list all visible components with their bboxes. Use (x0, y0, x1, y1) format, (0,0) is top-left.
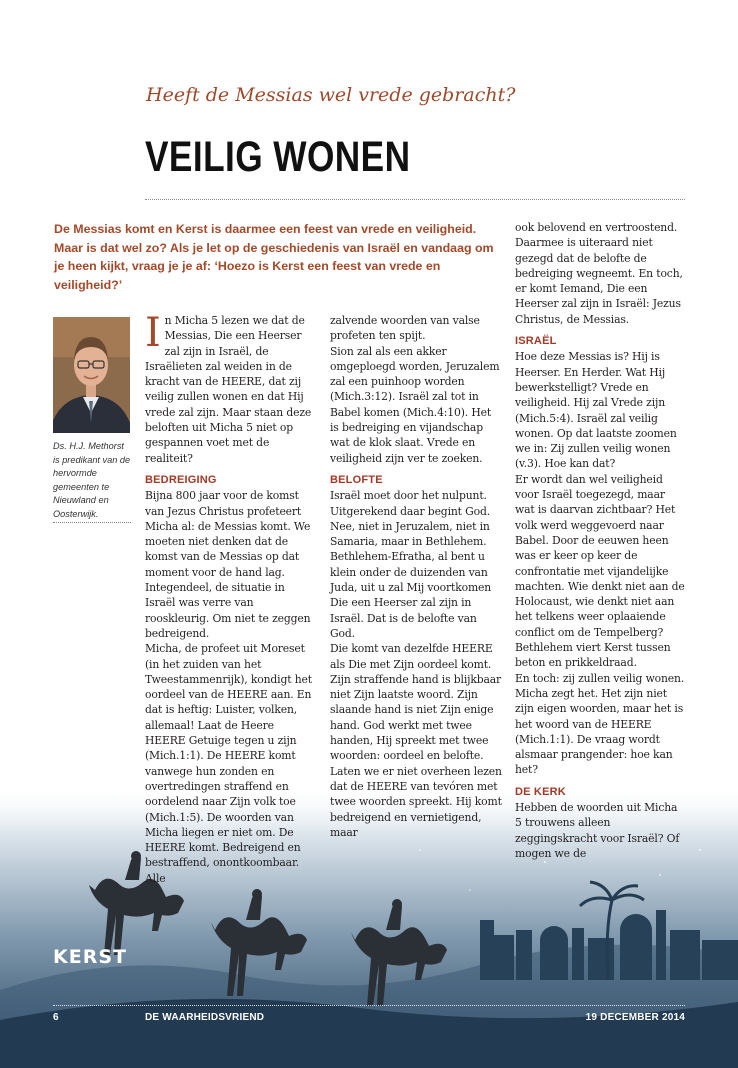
paragraph-text: n Micha 5 lezen we dat de Messias, Die een Heerser zal zijn in Israël, de Israëlieten zal weiden in de kracht van de HEERE, dat zij veilig zullen wonen en dat Hij vrede zal zijn. Maar staan deze beloften uit Micha 5 niet op gespannen voet met de realiteit? (145, 314, 312, 465)
body-column-2 (330, 313, 502, 840)
subheading-israel: ISRAËL (515, 335, 557, 348)
title-divider (145, 199, 685, 200)
paragraph: Laten we er niet overheen lezen dat de HEERE van tevóren met twee woorden spreekt. Hij komt bedreigend en vernietigend, maar (330, 764, 502, 839)
paragraph: zalvende woorden van valse profeten ten spijt. (330, 314, 480, 343)
drop-cap: I (145, 310, 161, 356)
page-number: 6 (53, 1012, 59, 1023)
paragraph: Israël moet door het nulpunt. Uitgerekend daar begint God. Nee, niet in Jeruzalem, niet in Samaria, maar in Bethlehem. Bethlehem-Efratha, al bent u klein onder de duizenden van Juda, uit u zal Mij voortkomen Die een Heerser zal zijn in Israël. Dat is de belofte van God. (330, 489, 492, 640)
section-label: KERST (53, 946, 127, 968)
paragraph: Hebben de woorden uit Micha 5 trouwens alleen zeggingskracht voor Israël? Of mogen we de (515, 800, 680, 860)
paragraph (145, 310, 317, 466)
subheading-bedreiging: BEDREIGING (145, 473, 217, 486)
paragraph: Die komt van dezelfde HEERE als Die met Zijn oordeel komt. Zijn straffende hand is blijkbaar niet Zijn laatste woord. Zijn slaande hand is niet Zijn enige hand. God werkt met twee handen, Hij spreekt met twee woorden: oordeel en belofte. (330, 642, 502, 763)
body-column-1 (145, 310, 317, 886)
paragraph: Er wordt dan wel veiligheid voor Israël toegezegd, maar wat is daarvan zichtbaar? Het volk werd weggevoerd naar Babel. Door de eeuwen heen was er keer op keer de confrontatie met vijandelijke machten. Wie denkt niet aan de Holocaust, wie denkt niet aan het telkens weer oplaaiende conflict om de Tempelberg? Bethlehem viert Kerst tussen beton en prikkeldraad. (515, 472, 685, 670)
paragraph: ook belovend en vertroostend. Daarmee is uiteraard niet gezegd dat de belofte de bedreiging wegneemt. En toch, er komt Iemand, Die een Heerser zal zijn in Israël: Jezus Christus, de Messias. (515, 221, 683, 326)
subheading-belofte: BELOFTE (330, 473, 383, 486)
publication-date: 19 DECEMBER 2014 (585, 1012, 685, 1023)
article-kicker: Heeft de Messias wel vrede gebracht? (146, 84, 516, 106)
article-title: VEILIG WONEN (145, 133, 411, 181)
paragraph: Micha, de profeet uit Moreset (in het zuiden van het Tweestammenrijk), kondigt het oordeel van de HEERE aan. En dat is heftig: Luister, volken, allemaal! Laat de Heere HEERE Getuige tegen u zijn (Mich.1:1). De HEERE komt vanwege hun zonden en overtredingen straffend en oordelend naar Zijn volk toe (Mich.1:5). De woorden van Micha liegen er niet om. De HEERE komt. Bedreigend en bestraffend, onontkoombaar. Alle (145, 642, 312, 885)
paragraph: Sion zal als een akker omgeploegd worden, Jeruzalem zal een puinhoop worden (Mich.3:12). Israël zal tot in Babel komen (Mich.4:10). Het is bedreiging en vijandschap wat de klok slaat. Vrede en veiligheid zijn ver te zoeken. (330, 344, 500, 465)
paragraph: En toch: zij zullen veilig wonen. Micha zegt het. Het zijn niet zijn eigen woorden, maar het is het woord van de HEERE (Mich.1:1). De vraag wordt alsmaar prangender: hoe kan het? (515, 671, 685, 777)
article-intro: De Messias komt en Kerst is daarmee een feest van vrede en veiligheid. Maar is dat wel zo? Als je let op de geschiedenis van Israël en vandaag om je heen kijkt, vraag je je af: ‘Hoezo is Kerst een feest van vrede en veiligheid?’ (54, 222, 494, 292)
paragraph: Hoe deze Messias is? Hij is Heerser. En Herder. Wat Hij bewerkstelligt? Vrede en veiligheid. Hij zal Vrede zijn (Mich.5:4). Israël zal veilig wonen. Op dat laatste zoomen we in: Zij zullen veilig wonen (v.3). Hoe kan dat? (515, 350, 677, 471)
author-photo (53, 317, 130, 433)
paragraph: Bijna 800 jaar voor de komst van Jezus Christus profeteert Micha al: de Messias komt. We moeten niet denken dat de komst van de Messias op dat moment voor de hand lag. Integendeel, de situatie in Israël was verre van rooskleurig. Om niet te zeggen bedreigend. (145, 489, 311, 640)
caption-divider (53, 522, 131, 523)
publication-name: DE WAARHEIDSVRIEND (145, 1012, 265, 1023)
author-caption: Ds. H.J. Methorst is predikant van de hervormde gemeenten te Nieuwland en Oosterwijk. (53, 441, 131, 519)
subheading-de-kerk: DE KERK (515, 785, 566, 798)
footer-divider (53, 1005, 685, 1006)
body-column-3 (515, 220, 687, 861)
